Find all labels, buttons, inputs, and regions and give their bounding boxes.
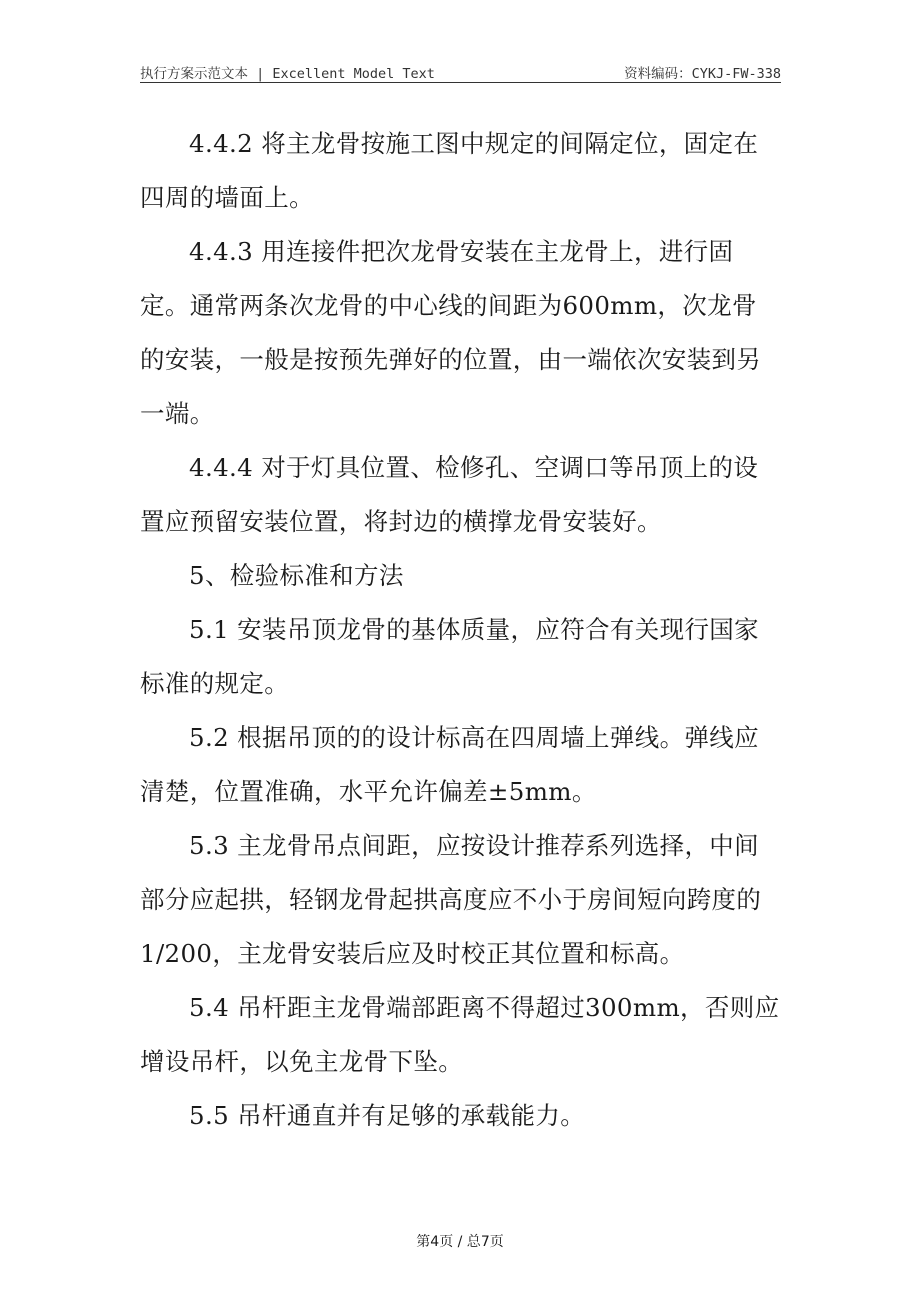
paragraph-4-4-4: 4.4.4 对于灯具位置、检修孔、空调口等吊顶上的设置应预留安装位置，将封边的横撑龙骨安装好。 xyxy=(140,453,759,536)
section-heading-5: 5、检验标准和方法 xyxy=(189,561,404,590)
paragraph-5-5: 5.5 吊杆通直并有足够的承载能力。 xyxy=(189,1101,586,1130)
document-body xyxy=(140,117,781,1143)
current-page-number: 4 xyxy=(430,1234,440,1250)
paragraph-5-2: 5.2 根据吊顶的的设计标高在四周墙上弹线。弹线应清楚，位置准确，水平允许偏差±5mm。 xyxy=(140,723,759,806)
total-pages-number: 7 xyxy=(480,1234,490,1250)
paragraph-5-3: 5.3 主龙骨吊点间距，应按设计推荐系列选择，中间部分应起拱，轻钢龙骨起拱高度应不小于房间短向跨度的1/200，主龙骨安装后应及时校正其位置和标高。 xyxy=(140,831,762,968)
page-indicator-suffix: 页 xyxy=(489,1234,504,1250)
paragraph-4-4-3: 4.4.3 用连接件把次龙骨安装在主龙骨上，进行固定。通常两条次龙骨的中心线的间距为600mm，次龙骨的安装，一般是按预先弹好的位置，由一端依次安装到另一端。 xyxy=(140,237,762,428)
page-header xyxy=(140,60,781,83)
page-indicator-middle: 页 / 总 xyxy=(439,1234,481,1250)
page-footer xyxy=(0,1231,920,1251)
paragraph-5-4: 5.4 吊杆距主龙骨端部距离不得超过300mm，否则应增设吊杆，以免主龙骨下坠。 xyxy=(140,993,780,1076)
paragraph-4-4-2: 4.4.2 将主龙骨按施工图中规定的间隔定位，固定在四周的墙面上。 xyxy=(140,129,759,212)
paragraph-5-1: 5.1 安装吊顶龙骨的基体质量，应符合有关现行国家标准的规定。 xyxy=(140,615,759,698)
document-code: 资料编码：CYKJ-FW-338 xyxy=(624,66,781,82)
document-series-label: 执行方案示范文本 | Excellent Model Text xyxy=(140,66,435,82)
page-indicator-prefix: 第 xyxy=(416,1234,431,1250)
